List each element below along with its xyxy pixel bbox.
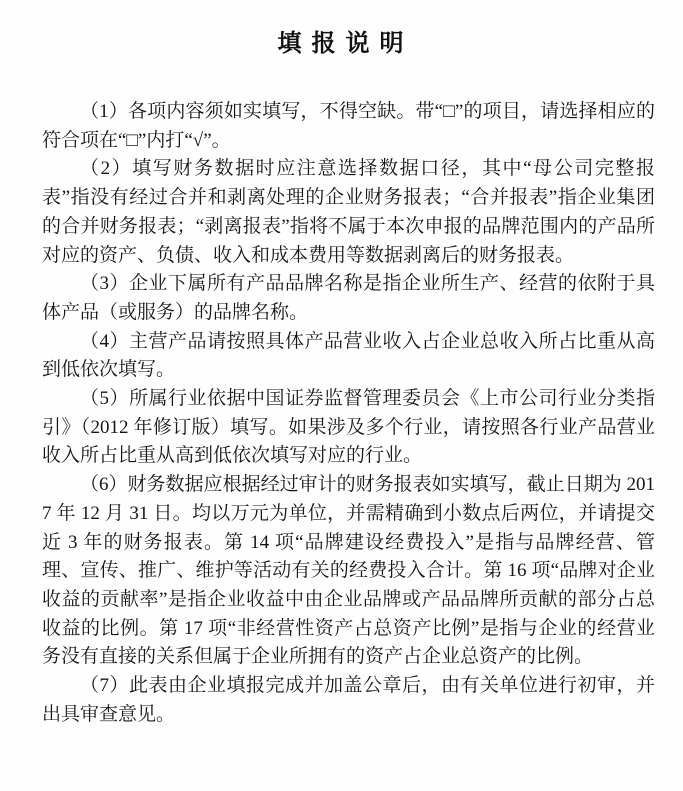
- instruction-item-1: （1）各项内容须如实填写，不得空缺。带“□”的项目，请选择相应的符合项在“□”内打“√”。: [42, 101, 655, 151]
- instruction-item-5: （5）所属行业依据中国证券监督管理委员会《上市公司行业分类指引》（2012 年修订版）填写。如果涉及多个行业，请按照各行业产品营业收入所占比重从高到低依次填写对应的行业。: [42, 388, 655, 467]
- instructions-body: [42, 98, 655, 729]
- instruction-item-7: （7）此表由企业填报完成并加盖公章后，由有关单位进行初审，并出具审查意见。: [42, 675, 655, 725]
- instruction-item-4: （4）主营产品请按照具体产品营业收入占企业总收入所占比重从高到低依次填写。: [42, 330, 655, 381]
- instruction-item-2: （2）填写财务数据时应注意选择数据口径，其中“母公司完整报表”指没有经过合并和剥离处理的企业财务报表；“合并报表”指企业集团的合并财务报表；“剥离报表”指将不属于本次申报的品牌范围内的产品所对应的资产、负债、收入和成本费用等数据剥离后的财务报表。: [42, 158, 655, 266]
- document-title: 填 报 说 明: [277, 31, 406, 57]
- instruction-item-6: （6）财务数据应根据经过审计的财务报表如实填写，截止日期为 2017 年 12 月 31 日。均以万元为单位，并需精确到小数点后两位，并请提交近 3 年的财务报表。第 14 项“品牌建设经费投入”是指与品牌经营、管理、宣传、推广、维护等活动有关的经费投入合计。第 16 项“品牌对企业收益的贡献率”是指企业收益中由企业品牌或产品品牌所贡献的部分占总收益的比例。第 17 项“非经营性资产占总资产比例”是指与企业的经营业务没有直接的关系但属于企业所拥有的资产占企业总资产的比例。: [42, 474, 655, 668]
- instruction-item-3: （3）企业下属所有产品品牌名称是指企业所生产、经营的依附于具体产品（或服务）的品牌名称。: [42, 273, 655, 323]
